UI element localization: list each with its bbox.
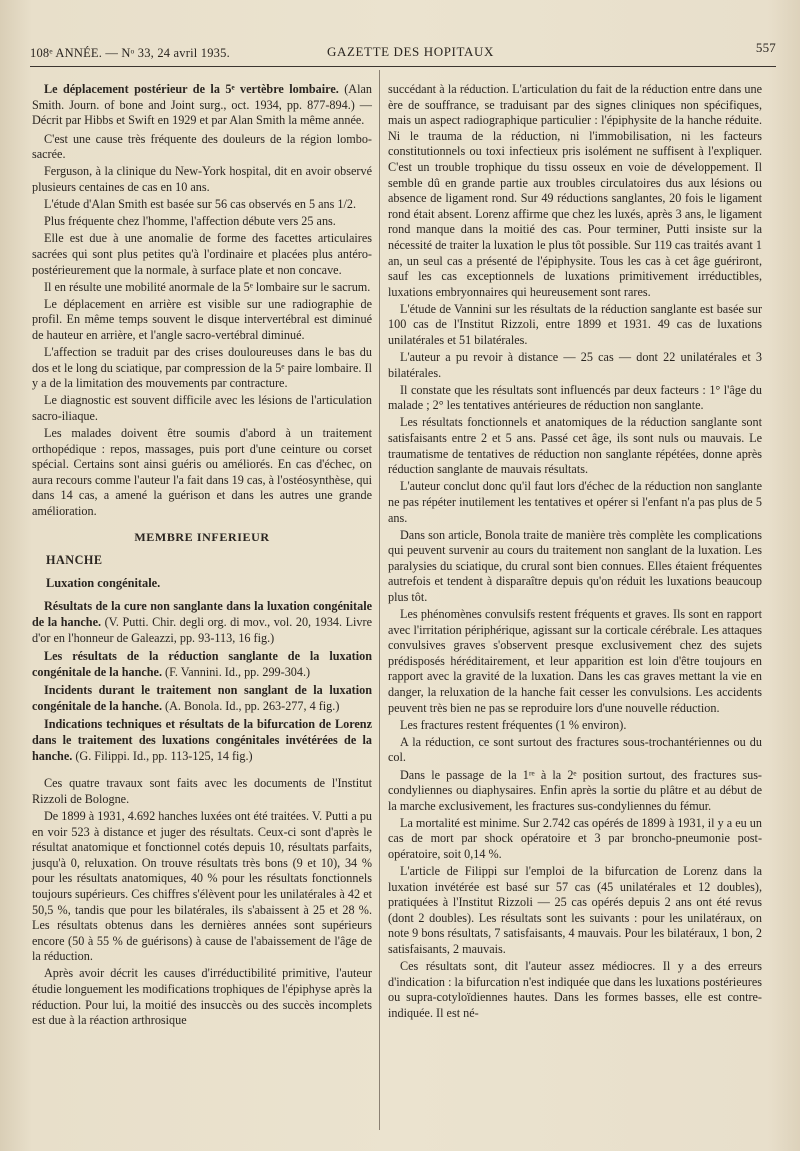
- reference-title: Les résultats de la réduction sanglante de la luxation congénitale de la hanche.: [32, 649, 372, 679]
- article-title: Le déplacement postérieur de la 5ᵉ vertèbre lombaire.: [44, 82, 339, 96]
- spacer: [32, 767, 372, 776]
- reference-citation: (G. Filippi. Id., pp. 113-125, 14 fig.): [72, 748, 253, 763]
- paragraph: Les fractures restent fréquentes (1 % environ).: [400, 717, 627, 732]
- reference-title: Indications techniques et résultats de la bifurcation de Lorenz dans le traitement des luxations congénitales invétérées de la hanche.: [32, 717, 372, 763]
- paragraph: L'étude de Vannini sur les résultats de la réduction sanglante est basée sur 100 cas de l'Institut Rizzoli, entre 1899 et 1931. 49 cas de luxations unilatérales et 51 bilatérales.: [388, 301, 762, 347]
- reference-title: Résultats de la cure non sanglante dans la luxation congénitale de la hanche.: [32, 599, 372, 629]
- reference-citation: (A. Bonola. Id., pp. 263-277, 4 fig.): [162, 698, 340, 713]
- paragraph: Ces quatre travaux sont faits avec les documents de l'Institut Rizzoli de Bologne.: [32, 776, 372, 806]
- reference-citation: (V. Putti. Chir. degli org. di mov., vol. 20, 1934. Livre d'or en l'honneur de Galeazzi, pp. 93-113, 16 fig.): [32, 614, 372, 645]
- paragraph: succédant à la réduction. L'articulation du fait de la réduction entre dans une ère de souffrance, se traduisant par des signes cliniques non spécifiques, mais un aspect radiographique particulier : l'épiphysite de la hanche réduite. Ni le trauma de la réduction, ni l'immobilisation, ni les facteurs constitutionnels ou toxi infectieux pris isolément ne suffisent à l'expliquer. C'est un trouble trophique du tissu osseux en voie de développement. Il semble dû en grande partie aux troubles circulatoires dus aux lésions ou absence de ligament rond. Sur 49 réductions sanglantes, 20 fois le ligament rond était absent. Lorenz affirme que chez les luxés, après 3 ans, le ligament rond manque dans la moitié des cas. Pour terminer, Putti insiste sur la nécessité de traiter la luxation le plus tôt possible. Sur 119 cas traités avant 1 an, un seul cas a présenté de l'épiphysite. Tous les cas à cet âge guériront, sauf les cas exceptionnels de luxations primitivement irréductibles, luxations embryonnaires qui heureusement sont rares.: [388, 82, 762, 299]
- paragraph: L'affection se traduit par des crises douloureuses dans le bas du dos et le long du sciatique, par compression de la 5ᵉ paire lombaire. Il y a de la limitation des mouvements par contracture.: [32, 345, 372, 391]
- paragraph: De 1899 à 1931, 4.692 hanches luxées ont été traitées. V. Putti a pu en voir 523 à distance et juger des résultats. Ceux-ci sont d'après le résultat anatomique et fonctionnel cotés depuis 10, résultats parfaits, jusqu'à 0, reluxation. On trouve résultats très bons (9 et 10), 34 % pour les résultats anatomiques, 40 % pour les résultats fonctionnels toujours supérieurs. Ces chiffres s'élèvent pour les unilatérales à 42 et 50,5 %, tandis que pour les bilatérales, ils s'abaissent à 25 et 28 %. Les résultats obtenus dans les dernières années sont supérieurs encore (50 à 55 % de guérisons) à cause de l'abaissement de l'âge de la réduction.: [32, 808, 372, 964]
- paragraph: L'auteur a pu revoir à distance — 25 cas — dont 22 unilatérales et 3 bilatérales.: [388, 350, 762, 380]
- paragraph: L'article de Filippi sur l'emploi de la bifurcation de Lorenz dans la luxation invétérée est basé sur 57 cas (45 unilatérales et 12 doubles), pratiquées à l'Institut Rizzoli — 25 cas opérés depuis 2 ans ont été revus (dont 2 doubles). Les résultats sont les suivants : pour les unilatéraux, on note 9 bons résultats, 7 satisfaisants, 4 mauvais. Pour les bilatéraux, 1 bon, 2 satisfaisants, 2 mauvais.: [388, 864, 762, 957]
- article-paragraph: [32, 82, 372, 129]
- paragraph: La mortalité est minime. Sur 2.742 cas opérés de 1899 à 1931, il y a eu un cas de mort par shock opératoire et 3 par broncho-pneumonie post-opératoire, soit 0,14 %.: [388, 815, 762, 861]
- paragraph: Elle est due à une anomalie de forme des facettes articulaires sacrées qui sont plus petites qu'à l'ordinaire et placées plus antéro-postérieurement que la normale, à surface plate et non concave.: [32, 231, 372, 277]
- reference-entry: [32, 683, 372, 714]
- paragraph: Les phénomènes convulsifs restent fréquents et graves. Ils sont en rapport avec l'irritation périphérique, agissant sur la corticale cérébrale. Les attaques convulsives graves s'observent presque exclusivement chez des sujets prédisposés héréditairement, et leur apparition est loin d'être toujours en rapport avec la gravité de la luxation. Dans les cas graves mettant la vie en danger, la reluxation de la hanche fait cesser les convulsions. Les accidents peuvent très bien ne pas se reproduire lors d'une nouvelle réduction.: [388, 607, 762, 715]
- paragraph: Dans son article, Bonola traite de manière très complète les complications qui peuvent survenir au cours du traitement non sanglant de la luxation. Les paralysies du sciatique, du crural sont bien connues. Elles étaient fréquentes autrefois et tendent à disparaître depuis qu'on réduit les luxations beaucoup plus tôt.: [388, 527, 762, 604]
- paragraph: Le diagnostic est souvent difficile avec les lésions de l'articulation sacro-iliaque.: [32, 393, 372, 423]
- page-number: 557: [755, 40, 776, 55]
- subsection-title: HANCHE: [46, 553, 103, 568]
- paragraph: Ferguson, à la clinique du New-York hospital, dit en avoir observé plusieurs centaines de cas en 10 ans.: [32, 164, 372, 195]
- reference-entry: [32, 649, 372, 680]
- reference-title: Incidents durant le traitement non sanglant de la luxation congénitale de la hanche.: [32, 683, 372, 713]
- paragraph: L'auteur conclut donc qu'il faut lors d'échec de la réduction non sanglante ne pas répéter inutilement les tentatives et opérer si l'enfant n'a pas plus de 5 ans.: [388, 479, 762, 525]
- paragraph: Il constate que les résultats sont influencés par deux facteurs : 1° l'âge du malade ; 2° les tentatives antérieures de réduction non sanglante.: [388, 382, 762, 413]
- paragraph: Ces résultats sont, dit l'auteur assez médiocres. Il y a des erreurs d'indication : la bifurcation n'est indiquée que dans les luxations postérieures ou supra-cotyloïdiennes hautes. Dans les formes basses, elle est contre-indiquée. Il est né-: [388, 959, 762, 1020]
- article-citation: (Alan Smith. Journ. of bone and Joint surg., oct. 1934, pp. 877-894.) — Décrit par Hibbs et Swift en 1929 et par Alan Smith la même année.: [32, 82, 372, 128]
- paragraph: Les malades doivent être soumis d'abord à un traitement orthopédique : repos, massages, puis port d'une ceinture ou corset spécial. Certains sont ainsi guéris ou améliorés. En cas d'échec, on aura recours comme l'auteur l'a fait dans 19 cas, à l'ostéosynthèse, qui dans 14 cas, a amené la guérison et dans les autres une grande amélioration.: [32, 425, 372, 518]
- paragraph: Plus fréquente chez l'homme, l'affection débute vers 25 ans.: [44, 214, 336, 229]
- issue-info: 108ᵉ ANNÉE. — Nᵒ 33, 24 avril 1935.: [30, 46, 230, 60]
- paragraph: A la réduction, ce sont surtout des fractures sous-trochantériennes ou du col.: [388, 734, 762, 765]
- reference-citation: (F. Vannini. Id., pp. 299-304.): [162, 664, 311, 679]
- left-column: [32, 82, 372, 1030]
- journal-title: GAZETTE DES HOPITAUX: [327, 44, 494, 59]
- column-divider: [379, 70, 380, 1130]
- paragraph: L'étude d'Alan Smith est basée sur 56 cas observés en 5 ans 1/2.: [44, 197, 357, 212]
- paragraph: Dans le passage de la 1ʳᵉ à la 2ᵉ position surtout, des fractures sus-condyliennes ou diaphysaires. Enfin après la sortie du plâtre et au début de la marche exclusivement, les fractures sus-condyliennes du fémur.: [388, 767, 762, 813]
- paragraph: Après avoir décrit les causes d'irréductibilité primitive, l'auteur étudie longuement les modifications trophiques de l'épiphyse après la réduction. Pour lui, la moitié des insuccès ou des succès incomplets est due à la réaction arthrosique: [32, 966, 372, 1028]
- right-column: [388, 82, 762, 1023]
- reference-entry: [32, 717, 372, 764]
- section-title: MEMBRE INFERIEUR: [134, 529, 270, 544]
- running-header: [30, 40, 776, 66]
- paragraph: Le déplacement en arrière est visible sur une radiographie de profil. En même temps souvent le disque intervertébral est diminué de hauteur en arrière, et l'angle sacro-vertébral diminué.: [32, 296, 372, 342]
- paragraph: Il en résulte une mobilité anormale de la 5ᵉ lombaire sur le sacrum.: [44, 279, 371, 294]
- subsubsection-title: Luxation congénitale.: [46, 575, 161, 590]
- paragraph: Les résultats fonctionnels et anatomiques de la réduction sanglante sont satisfaisants entre 2 et 5 ans. Passé cet âge, ils sont nuls ou mauvais. Le traumatisme de tentatives de réduction non sanglante répétées, donne après réduction sanglante de mauvais résultats.: [388, 415, 762, 477]
- header-rule: [30, 66, 776, 67]
- reference-entry: [32, 599, 372, 646]
- paragraph: C'est une cause très fréquente des douleurs de la région lombo-sacrée.: [32, 131, 372, 162]
